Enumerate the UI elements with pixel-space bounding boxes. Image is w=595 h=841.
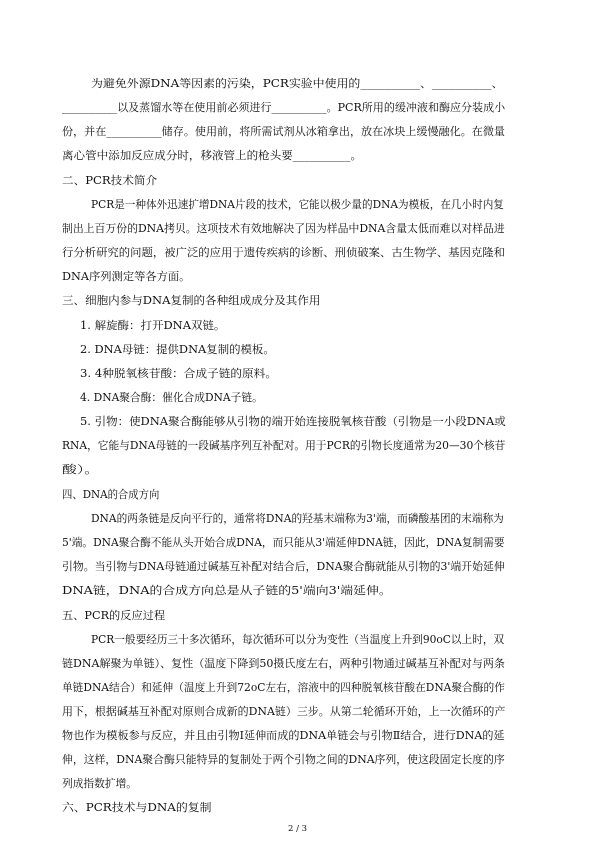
section-heading: 二、PCR技术简介: [62, 174, 158, 187]
paragraph-line: 制出上百万份的DNA拷贝。这项技术有效地解决了因为样品中DNA含量太低而难以对样品进: [62, 222, 505, 235]
list-item: 5. 引物：使DNA聚合酶能够从引物的端开始连接脱氧核苷酸（引物是一小段DNA或: [80, 415, 506, 428]
list-item: 2. DNA母链：提供DNA复制的模板。: [80, 343, 275, 356]
section-heading: 四、DNA的合成方向: [62, 488, 160, 501]
paragraph-line: 用下，根据碱基互补配对原则合成新的DNA链）三步。从第二轮循环开始，上一次循环的产: [62, 705, 506, 718]
paragraph-line: 行分析研究的问题，被广泛的应用于遗传疾病的诊断、刑侦破案、古生物学、基因克隆和: [62, 246, 505, 259]
paragraph-line: 引物。当引物与DNA母链通过碱基互补配对结合后，DNA聚合酶就能从引物的3'端开始延伸: [62, 560, 505, 573]
paragraph-line: 链DNA解聚为单链）、复性（温度下降到50摄氏度左右，两种引物通过碱基互补配对与两条: [62, 657, 505, 670]
paragraph-line: 5'端。DNA聚合酶不能从头开始合成DNA，而只能从3'端延伸DNA链，因此，DNA复制需要: [62, 536, 505, 549]
paragraph-line: 物也作为模板参与反应，并且由引物Ⅰ延伸而成的DNA单链会与引物Ⅱ结合，进行DNA的延: [62, 729, 505, 742]
paragraph-line: PCR是一种体外迅速扩增DNA片段的技术，它能以极少量的DNA为模板，在几小时内复: [91, 198, 504, 211]
paragraph-line: 伸，这样，DNA聚合酶只能特异的复制处于两个引物之间的DNA序列，使这段固定长度的序: [62, 753, 505, 766]
section-heading: 六、PCR技术与DNA的复制: [62, 801, 212, 814]
paragraph-line: __________以及蒸馏水等在使用前必须进行__________。PCR所用的缓冲液和酶应分装成小: [62, 101, 506, 114]
list-item: 1. 解旋酶：打开DNA双链。: [80, 319, 226, 332]
paragraph-line: PCR一般要经历三十多次循环，每次循环可以分为变性（当温度上升到90oC以上时，双: [91, 633, 505, 646]
page-number: 2 / 3: [287, 824, 308, 834]
paragraph-line: 列成指数扩增。: [62, 777, 137, 790]
paragraph-line: DNA序列测定等各方面。: [62, 270, 191, 283]
list-item: 4. DNA聚合酶：催化合成DNA子链。: [80, 391, 263, 404]
paragraph-line: DNA的两条链是反向平行的，通常将DNA的羟基末端称为3'端，而磷酸基团的末端称为: [91, 512, 504, 525]
paragraph-line: 为避免外源DNA等因素的污染，PCR实验中使用的__________、__________、: [91, 77, 504, 90]
paragraph-line: DNA链，DNA的合成方向总是从子链的5'端向3'端延伸。: [62, 584, 392, 597]
list-item-continuation: 酸）。: [62, 463, 100, 476]
paragraph-line: 单链DNA结合）和延伸（温度上升到72oC左右，溶液中的四种脱氧核苷酸在DNA聚合酶的作: [62, 681, 505, 694]
paragraph-line: 离心管中添加反应成分时，移液管上的枪头要__________。: [62, 149, 363, 162]
list-item-continuation: RNA，它能与DNA母链的一段碱基序列互补配对。用于PCR的引物长度通常为20—30个核苷: [62, 439, 506, 452]
section-heading: 三、细胞内参与DNA复制的各种组成成分及其作用: [62, 294, 321, 307]
paragraph-line: 份，并在__________储存。使用前，将所需试剂从冰箱拿出，放在冰块上缓慢融化。在微量: [62, 125, 505, 138]
list-item: 3. 4种脱氧核苷酸：合成子链的原料。: [80, 367, 277, 380]
section-heading: 五、PCR的反应过程: [62, 609, 166, 622]
